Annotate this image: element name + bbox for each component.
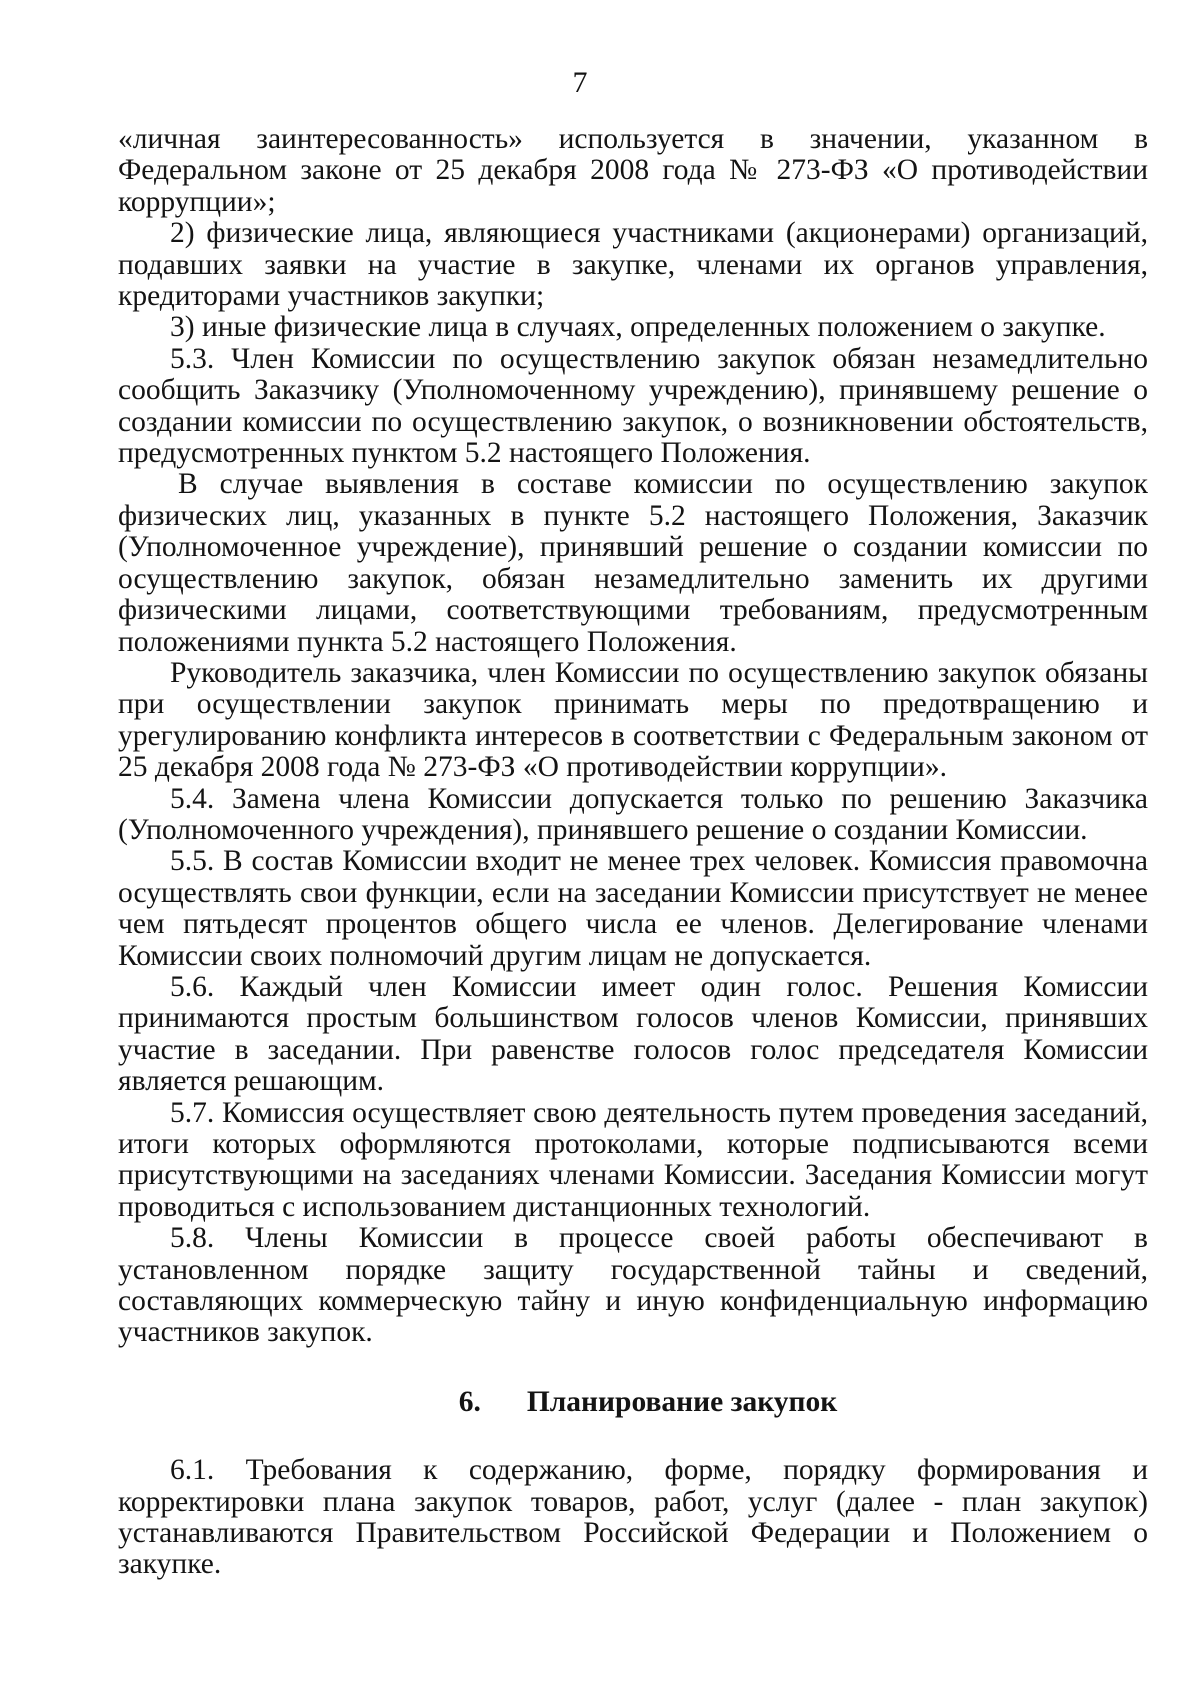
paragraph-replacement-case: В случае выявления в составе комиссии по осуществлению закупок физических лиц, указанных в пункте 5.2 настоящего Положения, Заказчик (Уполномоченное учреждение), принявший решение о создании комиссии по осуществлению закупок, обязан незамедлительно заменить их другими физическими лицами, соответствующими требованиям, предусмотренным положениями пункта 5.2 настоящего Положения. (118, 468, 1148, 658)
paragraph-item-3: 3) иные физические лица в случаях, определенных положением о закупке. (170, 311, 1106, 344)
paragraph-5-6: 5.6. Каждый член Комиссии имеет один голос. Решения Комиссии принимаются простым большинством голосов членов Комиссии, принявших участие в заседании. При равенстве голосов голос председателя Комиссии является решающим. (118, 970, 1148, 1098)
paragraph-item-2: 2) физические лица, являющиеся участниками (акционерами) организаций, подавших заявки на участие в закупке, членами их органов управления, кредиторами участников закупки; (118, 217, 1148, 313)
section-title: Планирование закупок (526, 1385, 838, 1418)
section-number: 6. (458, 1385, 481, 1418)
document-body (118, 124, 1148, 1581)
paragraph-5-5: 5.5. В состав Комиссии входит не менее трех человек. Комиссия правомочна осуществлять свои функции, если на заседании Комиссии присутствует не менее чем пятьдесят процентов общего числа ее членов. Делегирование членами Комиссии своих полномочий другим лицам не допускается. (118, 845, 1148, 972)
paragraph-5-4: 5.4. Замена члена Комиссии допускается только по решению Заказчика (Уполномоченного учреждения), принявшего решение о создании Комиссии. (118, 782, 1148, 846)
section-heading (118, 1387, 1148, 1418)
paragraph-5-3: 5.3. Член Комиссии по осуществлению закупок обязан незамедлительно сообщить Заказчику (Уполномоченному учреждению), принявшему решение о создании комиссии по осуществлению закупок, о возникновении обстоятельств, предусмотренных пунктом 5.2 настоящего Положения. (118, 342, 1148, 470)
paragraph-personal-interest: «личная заинтересованность» используется в значении, указанном в Федеральном законе от 25 декабря 2008 года № 273-ФЗ «О противодействии коррупции»; (118, 123, 1148, 218)
paragraph-conflict-of-interest: Руководитель заказчика, член Комиссии по осуществлению закупок обязаны при осуществлении закупок принимать меры по предотвращению и урегулированию конфликта интересов в соответствии с Федеральным законом от 25 декабря 2008 года № 273-ФЗ «О противодействии коррупции». (118, 656, 1148, 784)
paragraph-5-7: 5.7. Комиссия осуществляет свою деятельность путем проведения заседаний, итоги которых оформляются протоколами, которые подписываются всеми присутствующими на заседаниях членами Комиссии. Заседания Комиссии могут проводиться с использованием дистанционных технологий. (118, 1096, 1148, 1223)
paragraph-6-1: 6.1. Требования к содержанию, форме, порядку формирования и корректировки плана закупок товаров, работ, услуг (далее - план закупок) устанавливаются Правительством Российской Федерации и Положением о закупке. (118, 1454, 1148, 1581)
paragraph-5-8: 5.8. Члены Комиссии в процессе своей работы обеспечивают в установленном порядке защиту государственной тайны и сведений, составляющих коммерческую тайну и иную конфиденциальную информацию участников закупок. (118, 1222, 1148, 1349)
page-number: 7 (572, 66, 588, 99)
